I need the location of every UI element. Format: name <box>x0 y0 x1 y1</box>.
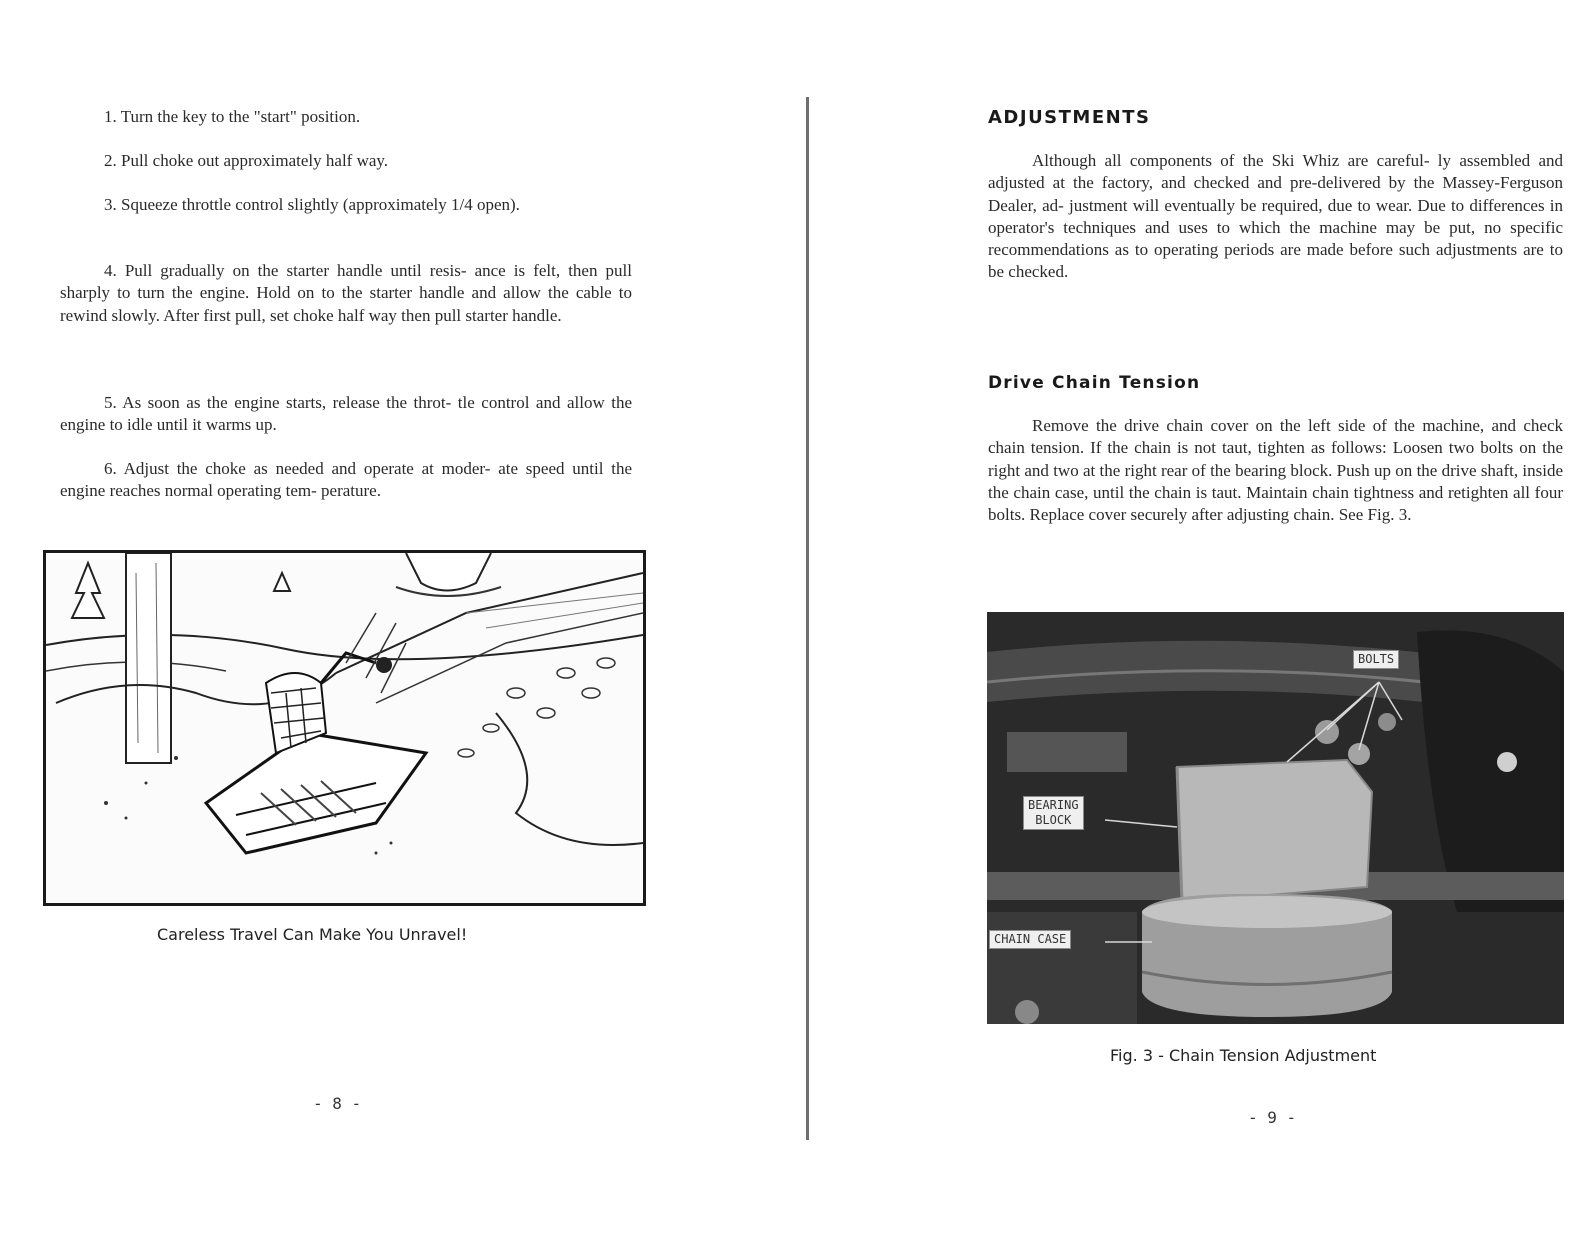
bolts-label: BOLTS <box>1353 650 1399 669</box>
page-number-right: - 9 - <box>1248 1108 1297 1127</box>
step-5: 5. As soon as the engine starts, release the throt- tle control and allow the engine to idle until it warms up. <box>60 393 632 435</box>
step-1: 1. Turn the key to the "start" position. <box>104 107 361 126</box>
page-number-left: - 8 - <box>313 1094 362 1113</box>
chain-tension-photo <box>987 612 1564 1024</box>
drive-chain-body: Remove the drive chain cover on the left side of the machine, and check chain tension. If the chain is not taut, tighten as follows: Loosen two bolts on the right and two at the right rear of the bearing block. Push up on the drive shaft, inside the chain case, until the chain is taut. Maintain chain tightness and retighten all four bolts. Replace cover securely after adjusting chain. See Fig. 3. <box>988 416 1563 525</box>
section-heading: ADJUSTMENTS <box>988 107 1151 128</box>
step-4: 4. Pull gradually on the starter handle until resis- ance is felt, then pull sharply to turn the engine. Hold on to the starter handle and allow the cable to rewind slowly. After first pull, set choke half way then pull starter handle. <box>60 261 632 325</box>
bearing-block-label-line1: BEARING <box>1028 798 1079 812</box>
snowmobile-crash-illustration <box>43 550 646 906</box>
photo-caption: Fig. 3 - Chain Tension Adjustment <box>1110 1046 1377 1065</box>
step-6: 6. Adjust the choke as needed and operate at moder- ate speed until the engine reaches normal operating tem- perature. <box>60 459 632 501</box>
bearing-block-label <box>1023 796 1084 830</box>
book-spine <box>806 97 809 1140</box>
adjustments-intro: Although all components of the Ski Whiz are careful- ly assembled and adjusted at the factory, and checked and pre-delivered by the Massey-Ferguson Dealer, ad- justment will eventually be required, due to wear. Due to differences in operator's techniques and uses to which the machine may be put, no specific recommendations as to operating periods are made before such adjustments are to be checked. <box>988 151 1563 282</box>
step-3: 3. Squeeze throttle control slightly (approximately 1/4 open). <box>104 195 520 214</box>
illustration-caption: Careless Travel Can Make You Unravel! <box>157 925 468 944</box>
bearing-block-label-line2: BLOCK <box>1035 813 1072 827</box>
step-2: 2. Pull choke out approximately half way. <box>104 151 389 170</box>
drive-chain-heading: Drive Chain Tension <box>988 373 1201 393</box>
chain-case-label: CHAIN CASE <box>989 930 1071 949</box>
illustration-drawing <box>46 553 643 903</box>
